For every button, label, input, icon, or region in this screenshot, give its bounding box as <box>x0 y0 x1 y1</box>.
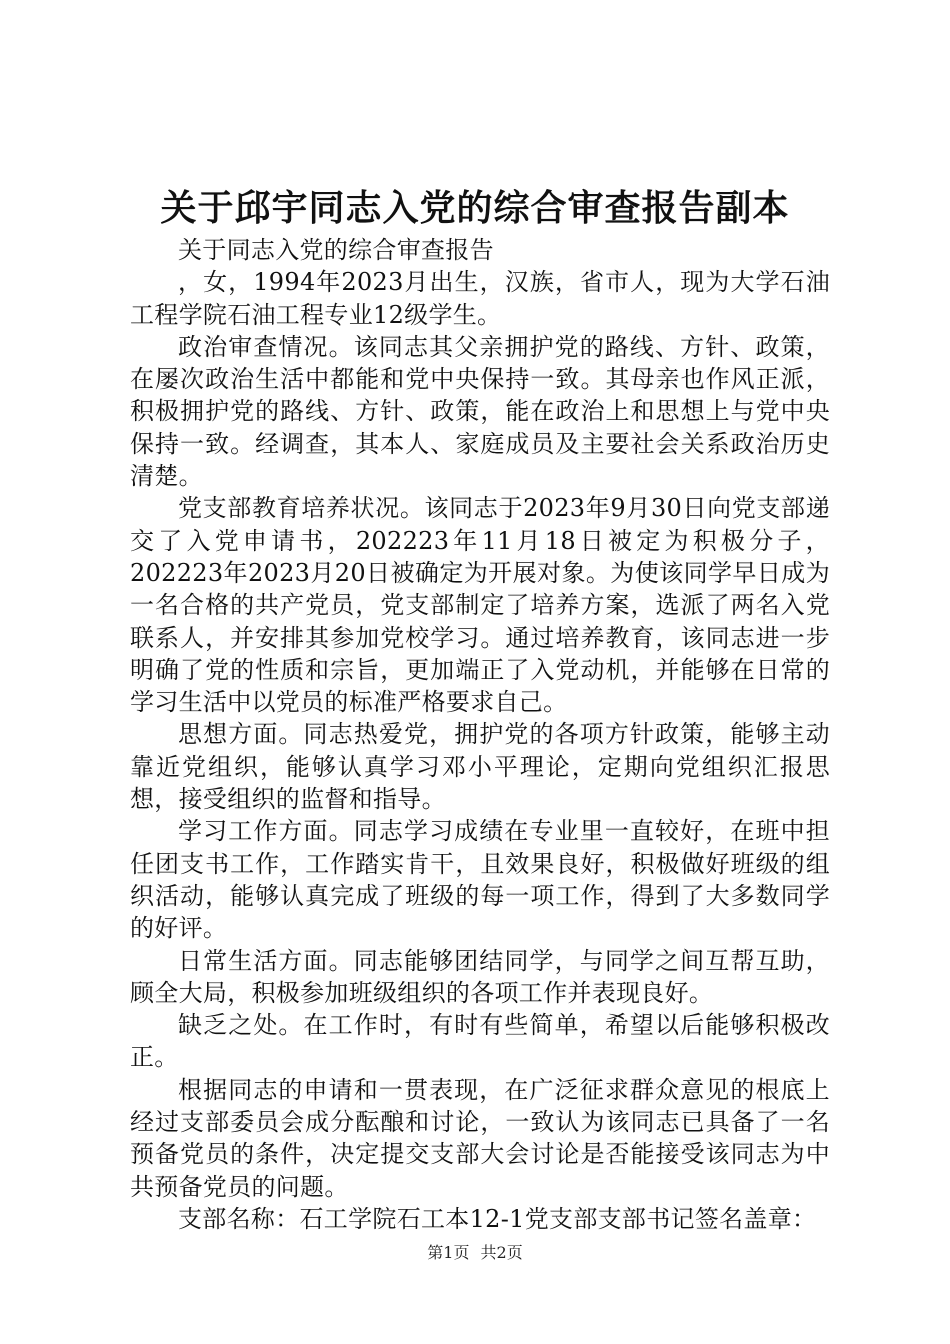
paragraph-conclusion: 根据同志的申请和一贯表现，在广泛征求群众意见的根底上经过支部委员会成分酝酿和讨论，一致认为该同志已具备了一名预备党员的条件，决定提交支部大会讨论是否能接受该同志为中共预备党员的问题。 <box>130 1075 830 1201</box>
paragraph-shortcomings: 缺乏之处。在工作时，有时有些简单，希望以后能够积极改正。 <box>130 1011 830 1072</box>
page-number-total: 共2页 <box>480 1243 523 1262</box>
document-body <box>130 234 830 1235</box>
document-title: 关于邱宇同志入党的综合审查报告副本 <box>160 188 790 229</box>
paragraph-daily-life: 日常生活方面。同志能够团结同学，与同学之间互帮互助，顾全大局，积极参加班级组织的各项工作并表现良好。 <box>130 946 830 1007</box>
paragraph-thought: 思想方面。同志热爱党，拥护党的各项方针政策，能够主动靠近党组织，能够认真学习邓小平理论，定期向党组织汇报思想，接受组织的监督和指导。 <box>130 720 830 814</box>
paragraph-profile: ，女，1994年2023月出生，汉族，省市人，现为大学石油工程学院石油工程专业12级学生。 <box>130 268 830 329</box>
paragraph-study-work: 学习工作方面。同志学习成绩在专业里一直较好，在班中担任团支书工作，工作踏实肯干，且效果良好，积极做好班级的组织活动，能够认真完成了班级的每一项工作，得到了大多数同学的好评。 <box>130 817 830 943</box>
paragraph-heading: 关于同志入党的综合审查报告 <box>178 236 494 264</box>
paragraph-political-review: 政治审查情况。该同志其父亲拥护党的路线、方针、政策，在屡次政治生活中都能和党中央保持一致。其母亲也作风正派，积极拥护党的路线、方针、政策，能在政治上和思想上与党中央保持一致。经调查，其本人、家庭成员及主要社会关系政治历史清楚。 <box>130 332 830 491</box>
paragraph-training: 党支部教育培养状况。该同志于2023年9月30日向党支部递交了入党申请书，202223年11月18日被定为积极分子，202223年2023月20日被确定为开展对象。为使该同学早日成为一名合格的共产党员，党支部制定了培养方案，选派了两名入党联系人，并安排其参加党校学习。通过培养教育，该同志进一步明确了党的性质和宗旨，更加端正了入党动机，并能够在日常的学习生活中以党员的标准严格要求自己。 <box>130 494 830 717</box>
page-number-current: 第1页 <box>427 1243 470 1262</box>
paragraph-branch-signature: 支部名称：石工学院石工本12-1党支部支部书记签名盖章： <box>178 1204 817 1233</box>
page-footer <box>0 1243 950 1263</box>
